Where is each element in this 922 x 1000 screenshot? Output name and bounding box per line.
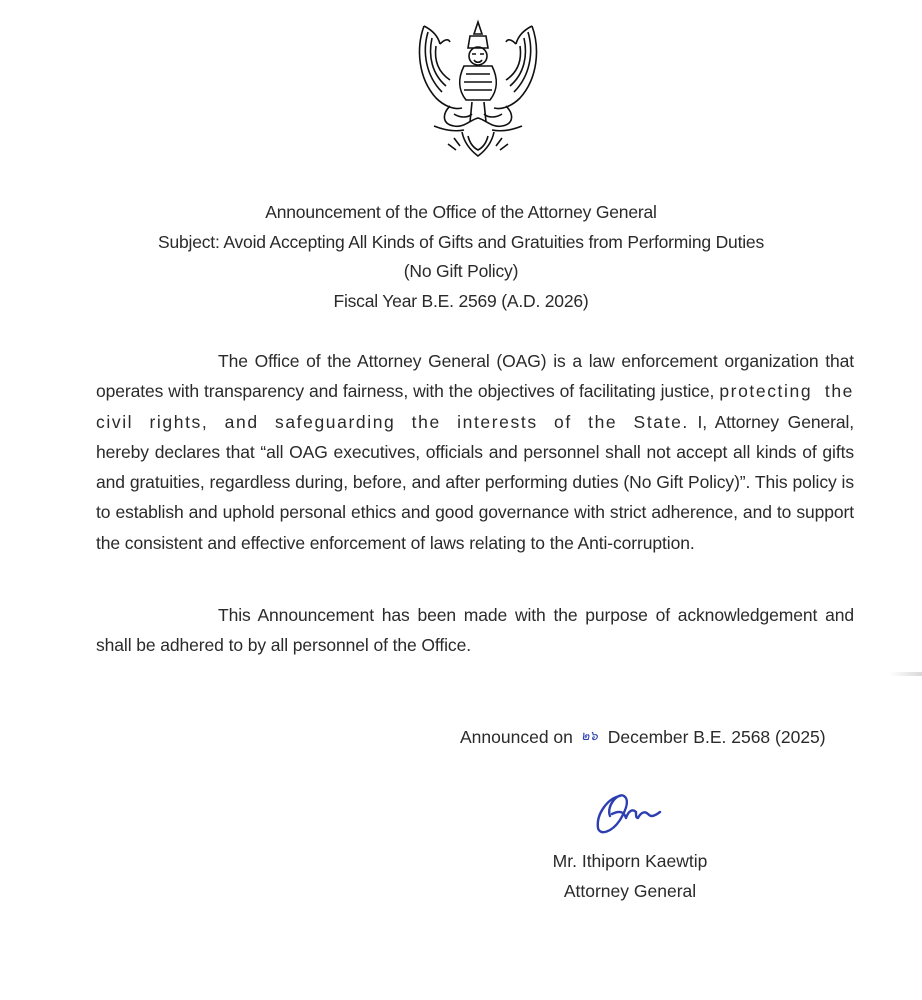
announcement-title [0, 198, 922, 316]
paragraph-1-line-1: The Office of the Attorney General (OAG) is a law enforcement organization that operates with transparency and fairness, with the objectives of facilitating justice, [96, 351, 854, 402]
announcement-date [460, 725, 826, 748]
scan-artifact [890, 672, 922, 676]
paragraph-2-text: This Announcement has been made with the purpose of acknowledgement and shall be adhered to by all personnel of the Office. [96, 605, 854, 656]
body-paragraph-1 [96, 346, 854, 558]
announced-prefix: Announced on [460, 727, 573, 747]
signatory-name: Mr. Ithiporn Kaewtip [552, 851, 708, 871]
title-line-heading: Announcement of the Office of the Attorney General [265, 202, 657, 222]
announced-suffix: December B.E. 2568 (2025) [607, 727, 826, 747]
signatory-title: Attorney General [563, 881, 697, 901]
title-line-subject: Subject: Avoid Accepting All Kinds of Gifts and Gratuities from Performing Duties [158, 231, 764, 252]
body-paragraph-2 [96, 600, 854, 661]
paragraph-1-line-3: I, Attorney General, hereby declares that “all OAG executives, officials and personnel shall not accept all kinds of gifts and gratuities, regardless during, before, and after performing duties (No Gift Policy)”. This policy is to establish and uphold personal ethics and good governance with strict adherence, and to support the consistent and effective enforcement of laws relating to the Anti-corruption. [96, 411, 855, 553]
title-line-policy: (No Gift Policy) [403, 261, 519, 281]
handwritten-signature-icon [590, 788, 668, 838]
title-line-fiscal-year: Fiscal Year B.E. 2569 (A.D. 2026) [333, 290, 589, 311]
paragraph-1-line-2: protecting the civil rights, and safeguarding the interests of the State. [96, 381, 854, 432]
garuda-emblem-icon [414, 18, 542, 160]
handwritten-day: ๒๖ [580, 729, 598, 744]
